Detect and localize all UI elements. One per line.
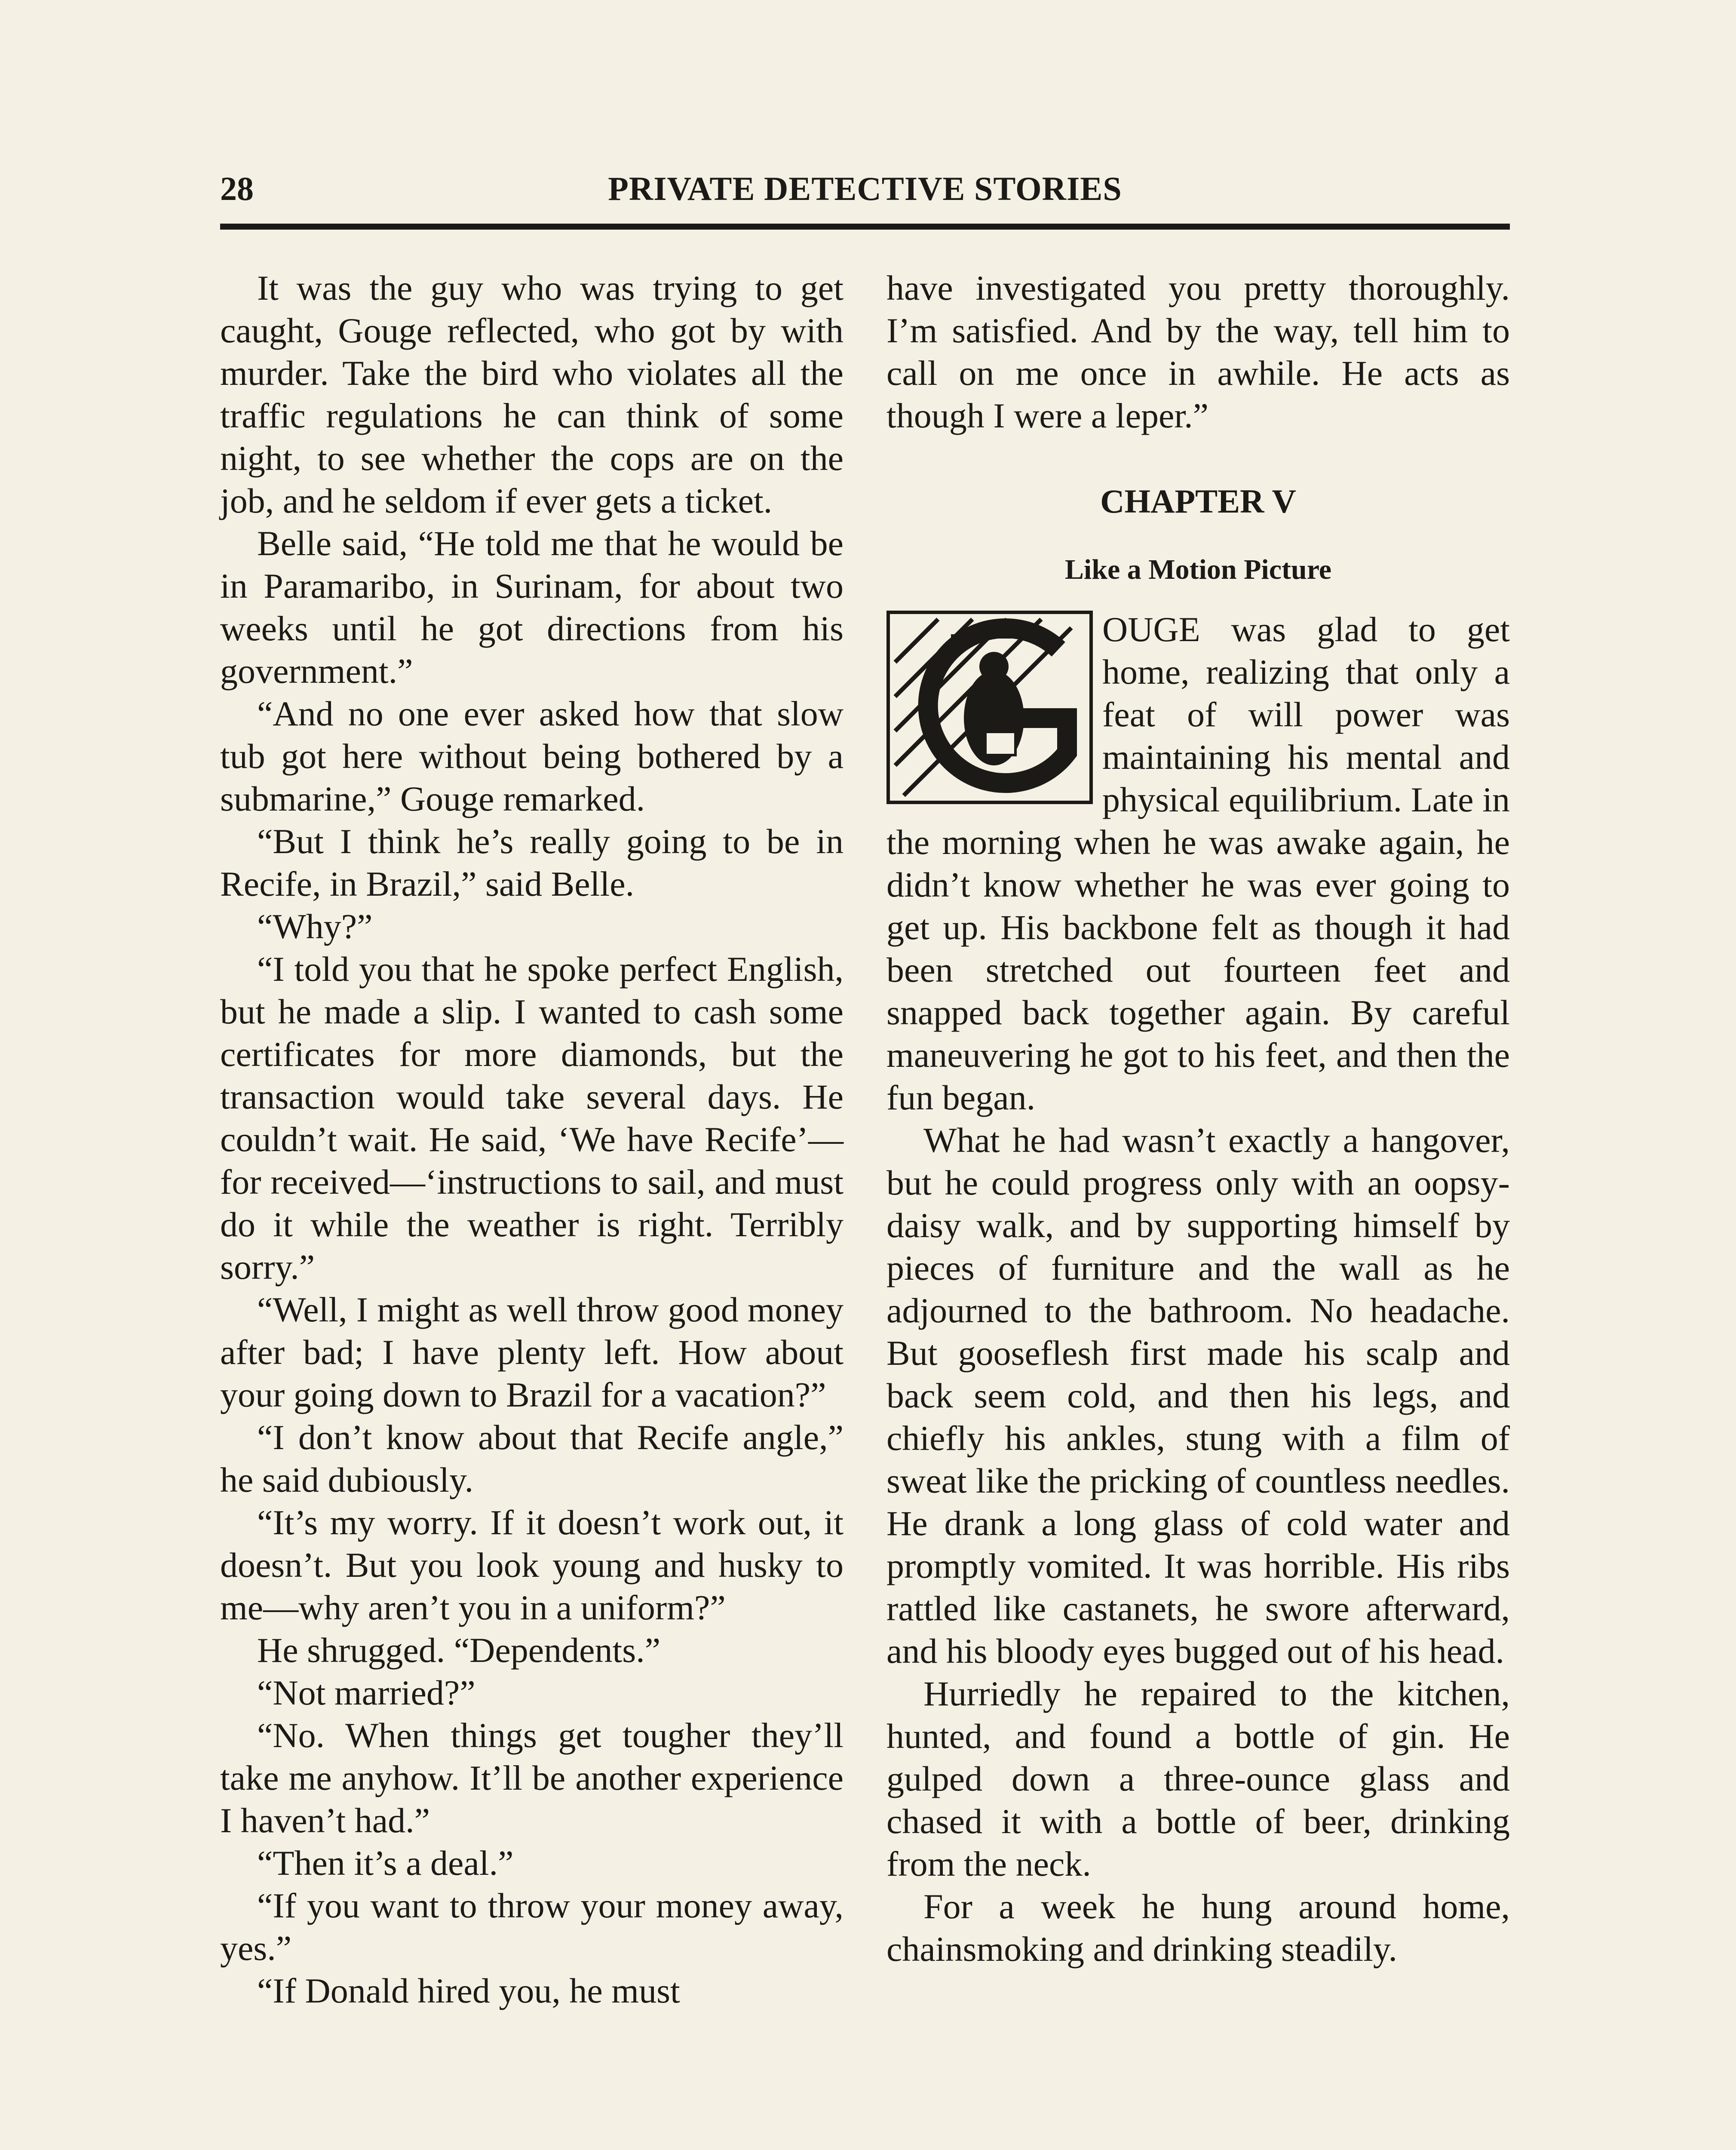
paragraph: For a week he hung around home, chainsmoking and drinking steadily. — [886, 1887, 1510, 1969]
running-head: PRIVATE DETECTIVE STORIES — [608, 170, 1122, 207]
paragraph: “I told you that he spoke perfect English, but he made a slip. I wanted to cash some certificates for more diamonds, but the transaction would take several days. He couldn’t wait. He said, ‘We have Recife’—for received—‘instructions to sail, and must do it while the weather is right. Terribly sorry.” — [220, 949, 843, 1287]
left-column — [220, 267, 843, 2012]
drop-cap-art — [886, 611, 1093, 804]
right-column — [886, 267, 1510, 1970]
paragraph: “If Donald hired you, he must — [257, 1971, 680, 2010]
chapter-title: CHAPTER V — [1100, 482, 1296, 520]
paragraph: Hurriedly he repaired to the kitchen, hunted, and found a bottle of gin. He gulped down a three-ounce glass and chased it with a bottle of beer, drinking from the neck. — [886, 1674, 1510, 1883]
page-header — [220, 163, 1510, 230]
paragraph: “I don’t know about that Recife angle,” he said dubiously. — [220, 1418, 843, 1499]
drop-cap-illustration-icon — [886, 611, 1093, 804]
paragraph: “Why?” — [257, 907, 373, 946]
paragraph: He shrugged. “Dependents.” — [257, 1631, 661, 1670]
paragraph: “Well, I might as well throw good money after bad; I have plenty left. How about your going down to Brazil for a vacation?” — [220, 1290, 843, 1414]
dropcap-paragraph: OUGE was glad to get home, realizing that only a feat of will power was maintaining his mental and physical equilibrium. Late in the morning when he was awake again, he didn’t know whether he was ever going to get up. His backbone felt as though it had been stretched out fourteen feet and snapped back together again. By careful maneuvering he got to his feet, and then the fun began. — [886, 610, 1510, 1117]
chapter-opening — [886, 608, 1510, 1119]
page-number: 28 — [220, 170, 254, 207]
paragraph: What he had wasn’t exactly a hangover, but he could progress only with an oopsy-daisy walk, and by supporting himself by pieces of furniture and the wall as he adjourned to the bathroom. No headache. But gooseflesh first made his scalp and back seem cold, and then his legs, and chiefly his ankles, stung with a film of sweat like the pricking of countless needles. He drank a long glass of cold water and promptly vomited. It was horrible. His ribs rattled like castanets, he swore afterward, and his bloody eyes bugged out of his head. — [886, 1121, 1510, 1671]
paragraph: “But I think he’s really going to be in Recife, in Brazil,” said Belle. — [220, 822, 843, 903]
paragraph: “It’s my worry. If it doesn’t work out, it doesn’t. But you look young and husky to me—why aren’t you in a uniform?” — [220, 1503, 843, 1627]
paragraph: It was the guy who was trying to get caught, Gouge reflected, who got by with murder. Take the bird who violates all the traffic regulations he can think of some night, to see whether the cops are on the job, and he seldom if ever gets a ticket. — [220, 268, 843, 520]
paragraph: “And no one ever asked how that slow tub got here without being bothered by a submarine,” Gouge remarked. — [220, 694, 843, 818]
paragraph: “Then it’s a deal.” — [257, 1843, 514, 1883]
paragraph: “No. When things get tougher they’ll take me anyhow. It’ll be another experience I haven’t had.” — [220, 1716, 843, 1840]
chapter-subtitle: Like a Motion Picture — [1064, 554, 1332, 585]
paragraph: “If you want to throw your money away, yes.” — [220, 1886, 843, 1968]
paragraph-continuation: have investigated you pretty thoroughly. I’m satisfied. And by the way, tell him to call on me once in awhile. He acts as though I were a leper.” — [886, 268, 1510, 435]
paragraph: Belle said, “He told me that he would be in Paramaribo, in Surinam, for about two weeks until he got directions from his government.” — [220, 524, 843, 691]
paragraph: “Not married?” — [257, 1673, 475, 1712]
